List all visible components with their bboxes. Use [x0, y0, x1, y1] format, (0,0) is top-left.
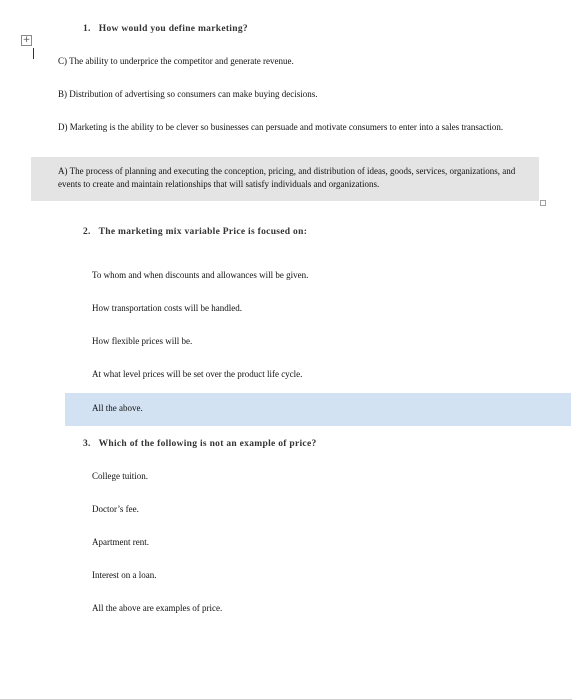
question-2-text: The marketing mix variable Price is focused on: — [98, 227, 308, 237]
q2-option-5-selected[interactable]: All the above. — [92, 403, 143, 413]
q2-option-2[interactable]: How transportation costs will be handled. — [92, 303, 242, 313]
question-1 — [83, 24, 248, 34]
q2-option-3[interactable]: How flexible prices will be. — [92, 336, 193, 346]
q3-option-2[interactable]: Doctor’s fee. — [92, 504, 139, 514]
table-resize-handle-icon[interactable] — [540, 200, 546, 206]
q1-option-c[interactable]: C) The ability to underprice the competitor and generate revenue. — [58, 56, 294, 66]
question-2 — [83, 227, 307, 237]
question-3-text: Which of the following is not an example of price? — [98, 439, 317, 449]
text-cursor — [33, 48, 34, 59]
table-move-handle-icon[interactable]: + — [22, 35, 31, 45]
question-3-number: 3. — [83, 439, 91, 449]
q3-option-1[interactable]: College tuition. — [92, 471, 148, 481]
question-1-number: 1. — [83, 24, 91, 34]
q3-option-4[interactable]: Interest on a loan. — [92, 570, 157, 580]
question-1-text: How would you define marketing? — [98, 24, 248, 34]
q2-option-1[interactable]: To whom and when discounts and allowances will be given. — [92, 270, 309, 280]
q2-option-4[interactable]: At what level prices will be set over the product life cycle. — [92, 369, 303, 379]
question-2-number: 2. — [83, 227, 91, 237]
q1-option-a-selected[interactable]: A) The process of planning and executing the conception, pricing, and distribution of ideas, goods, services, organizations, and events to create and maintain relationships that will satisfy individuals and organizations. — [58, 166, 516, 189]
q3-option-3[interactable]: Apartment rent. — [92, 537, 149, 547]
q3-option-5[interactable]: All the above are examples of price. — [92, 603, 223, 613]
question-3 — [83, 439, 317, 449]
q1-option-b[interactable]: B) Distribution of advertising so consumers can make buying decisions. — [58, 89, 318, 99]
q1-option-d[interactable]: D) Marketing is the ability to be clever so businesses can persuade and motivate consumers to enter into a sales transaction. — [58, 122, 504, 132]
